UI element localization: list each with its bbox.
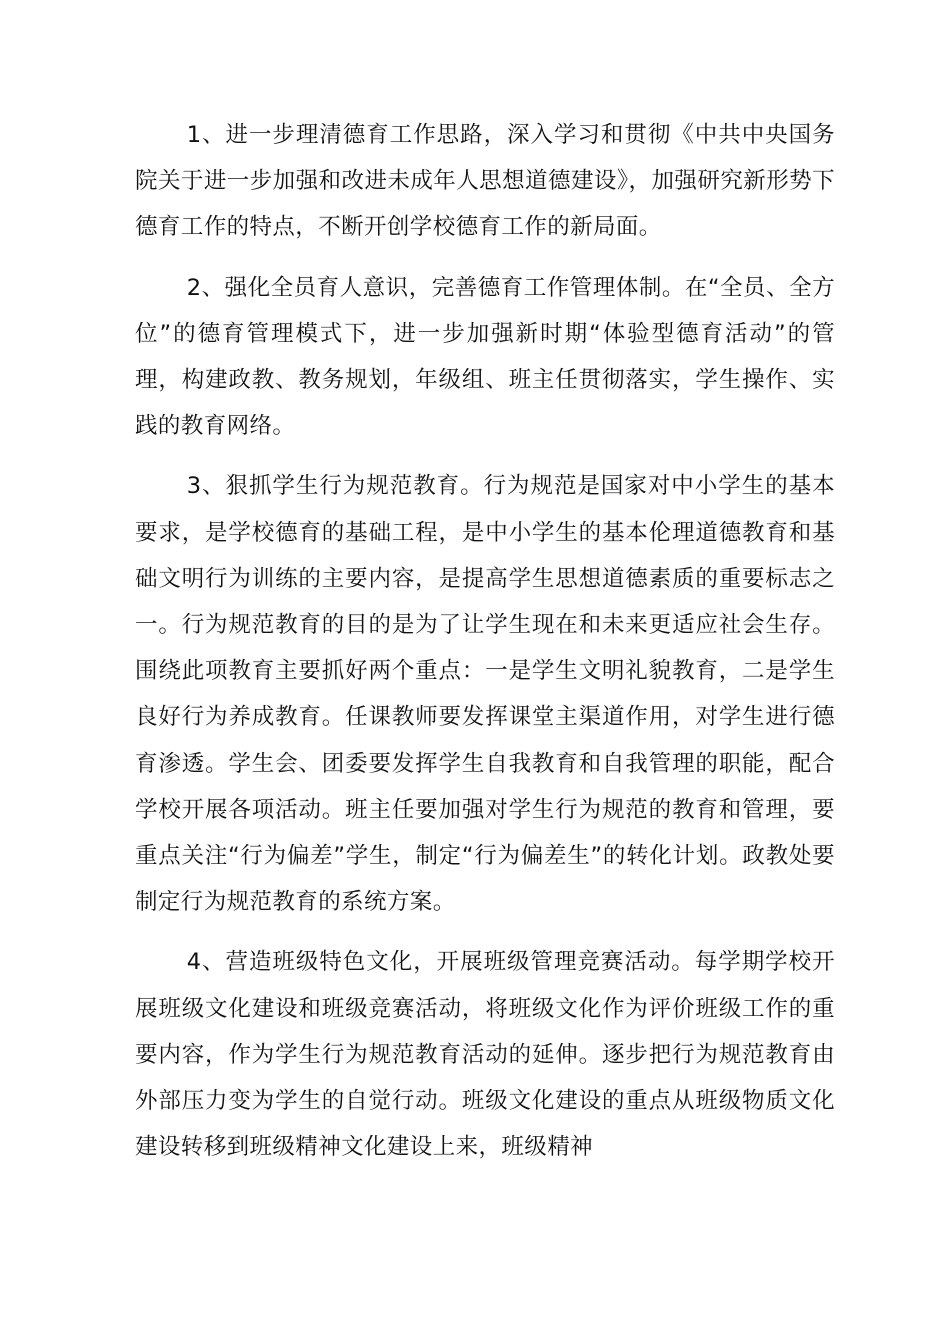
document-body [135,112,835,1170]
paragraph-1: 1、进一步理清德育工作思路，深入学习和贯彻《中共中央国务院关于进一步加强和改进未成年人思想道德建设》，加强研究新形势下德育工作的特点，不断开创学校德育工作的新局面。 [135,122,835,241]
paragraph-3: 3、狠抓学生行为规范教育。行为规范是国家对中小学生的基本要求，是学校德育的基础工程，是中小学生的基本伦理道德教育和基础文明行为训练的主要内容，是提高学生思想道德素质的重要标志之一。行为规范教育的目的是为了让学生现在和未来更适应社会生存。围绕此项教育主要抓好两个重点：一是学生文明礼貌教育，二是学生良好行为养成教育。任课教师要发挥课堂主渠道作用，对学生进行德育渗透。学生会、团委要发挥学生自我教育和自我管理的职能，配合学校开展各项活动。班主任要加强对学生行为规范的教育和管理，要重点关注“行为偏差”学生，制定“行为偏差生”的转化计划。政教处要制定行为规范教育的系统方案。 [135,473,835,916]
paragraph-2: 2、强化全员育人意识，完善德育工作管理体制。在“全员、全方位”的德育管理模式下，进一步加强新时期“体验型德育活动”的管理，构建政教、教务规划，年级组、班主任贯彻落实，学生操作、实践的教育网络。 [135,274,835,440]
paragraph-4: 4、营造班级特色文化，开展班级管理竞赛活动。每学期学校开展班级文化建设和班级竞赛活动，将班级文化作为评价班级工作的重要内容，作为学生行为规范教育活动的延伸。逐步把行为规范教育由外部压力变为学生的自觉行动。班级文化建设的重点从班级物质文化建设转移到班级精神文化建设上来，班级精神 [135,949,835,1161]
